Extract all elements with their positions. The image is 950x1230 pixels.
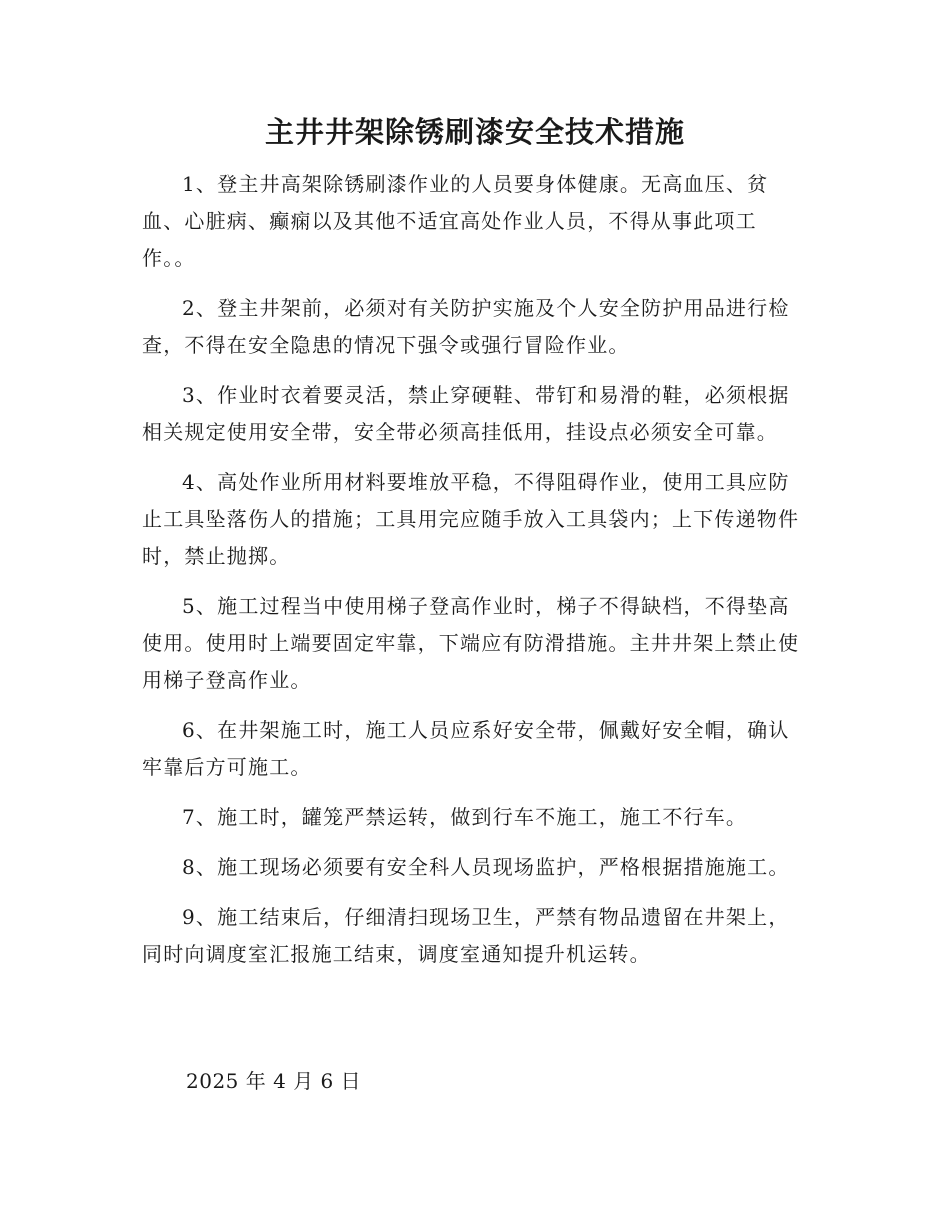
document-title: 主井井架除锈刷漆安全技术措施	[264, 115, 685, 149]
paragraph-5: 5、施工过程当中使用梯子登高作业时，梯子不得缺档，不得垫高使用。使用时上端要固定牢靠，下端应有防滑措施。主井井架上禁止使用梯子登高作业。	[142, 594, 800, 692]
paragraph-9: 9、施工结束后，仔细清扫现场卫生，严禁有物品遗留在井架上，同时向调度室汇报施工结束，调度室通知提升机运转。	[142, 905, 790, 966]
paragraph-6: 6、在井架施工时，施工人员应系好安全带，佩戴好安全帽，确认牢靠后方可施工。	[142, 718, 790, 779]
paragraph-2: 2、登主井架前，必须对有关防护实施及个人安全防护用品进行检查，不得在安全隐患的情况下强令或强行冒险作业。	[142, 296, 790, 357]
paragraph-8: 8、施工现场必须要有安全科人员现场监护，严格根据措施施工。	[182, 855, 790, 879]
paragraph-7: 7、施工时，罐笼严禁运转，做到行车不施工，施工不行车。	[182, 805, 748, 829]
document-body	[142, 166, 808, 986]
document-date: 2025 年 4 月 6 日	[186, 1069, 362, 1093]
paragraph-4: 4、高处作业所用材料要堆放平稳，不得阻碍作业，使用工具应防止工具坠落伤人的措施；工具用完应随手放入工具袋内；上下传递物件时，禁止抛掷。	[142, 470, 800, 568]
paragraph-3: 3、作业时衣着要灵活，禁止穿硬鞋、带钉和易滑的鞋，必须根据相关规定使用安全带，安全带必须高挂低用，挂设点必须安全可靠。	[142, 383, 790, 444]
paragraph-1: 1、登主井高架除锈刷漆作业的人员要身体健康。无高血压、贫血、心脏病、癫痫以及其他不适宜高处作业人员，不得从事此项工作。。	[142, 172, 769, 270]
